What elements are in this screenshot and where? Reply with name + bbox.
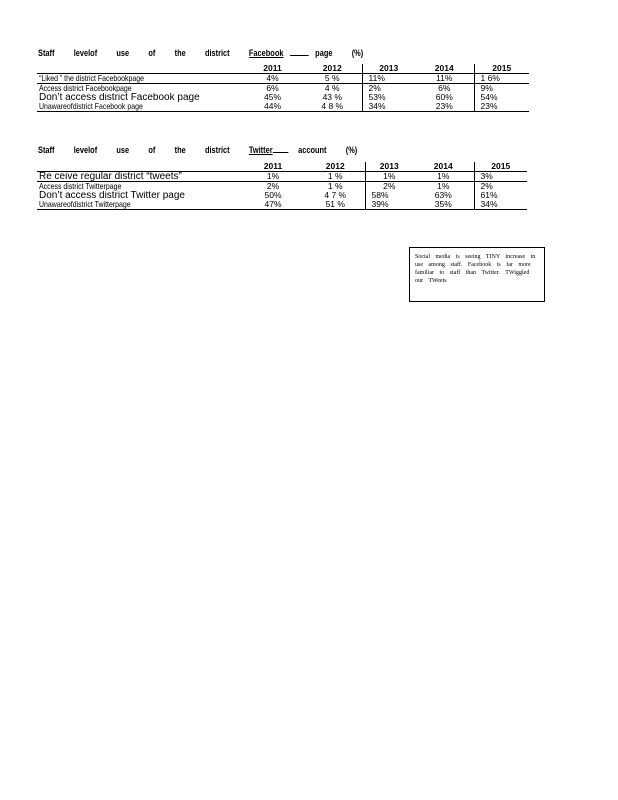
row-label: Don’t access district Twitter page <box>39 191 185 200</box>
cell-value: 11% <box>362 74 415 84</box>
title-word: Staff <box>38 145 55 156</box>
year-header: 2011 <box>263 162 283 171</box>
title-underline-rule <box>290 55 309 56</box>
cell-value: 34% <box>362 102 415 112</box>
table-row <box>37 93 529 102</box>
year-header: 2011 <box>263 64 282 73</box>
cell-value: 1% <box>266 171 280 181</box>
table-row <box>37 102 529 112</box>
cell-value: 2% <box>365 182 413 192</box>
note-box <box>409 247 545 302</box>
title-word: the <box>174 145 186 156</box>
cell-value: 39% <box>365 200 413 210</box>
year-header: 2015 <box>474 162 527 172</box>
cell-value: 1% <box>437 171 450 181</box>
facebook-table <box>37 64 529 112</box>
cell-value: 34% <box>474 200 527 210</box>
cell-value: 4 8 % <box>321 102 344 111</box>
cell-value: 58% <box>365 191 413 200</box>
cell-value: 4 7 % <box>324 191 347 200</box>
title-word: levelof <box>73 145 98 156</box>
cell-value: 6% <box>266 83 279 93</box>
cell-value: 1 6% <box>474 74 529 84</box>
title-word: account <box>298 145 327 156</box>
title-word: of <box>148 145 156 156</box>
table-row <box>37 172 527 182</box>
cell-value: 2% <box>362 84 415 94</box>
table-row <box>37 84 529 94</box>
row-label: Unawareofdistrict Twitterpage <box>39 200 131 209</box>
title-word: Staff <box>38 48 55 59</box>
cell-value: 23% <box>435 102 453 111</box>
row-label: “Liked ” the district Facebookpage <box>39 73 144 83</box>
cell-value: 47% <box>264 200 282 209</box>
cell-value: 9% <box>474 84 529 94</box>
cell-value: 51 % <box>325 200 345 209</box>
cell-value: 50% <box>264 191 282 200</box>
cell-value: 5 % <box>324 73 340 83</box>
row-label: Unawareofdistrict Facebook page <box>39 102 143 111</box>
title-word: district <box>204 48 230 59</box>
cell-value: 45% <box>263 93 281 102</box>
title-word: page <box>315 48 333 59</box>
table-row <box>37 74 529 84</box>
cell-value: 1% <box>437 181 450 191</box>
cell-value: 23% <box>474 102 529 112</box>
twitter-table <box>37 162 527 210</box>
title-word: levelof <box>73 48 98 59</box>
title-word: (%) <box>351 48 364 59</box>
cell-value: 53% <box>362 93 415 102</box>
cell-value: 63% <box>434 191 452 200</box>
table-row <box>37 191 527 200</box>
row-label: Access district Facebookpage <box>39 83 132 93</box>
cell-value: 11% <box>436 73 453 83</box>
title-word: of <box>148 48 156 59</box>
title-word: use <box>116 145 130 156</box>
year-header: 2013 <box>362 64 415 74</box>
cell-value: 1 % <box>327 171 343 181</box>
year-header: 2015 <box>474 64 529 74</box>
year-header: 2014 <box>434 64 454 73</box>
cell-value: 2% <box>474 182 527 192</box>
cell-value: 6% <box>438 83 451 93</box>
table-header-row <box>37 64 529 74</box>
year-header: 2014 <box>433 162 453 171</box>
cell-value: 2% <box>266 181 280 191</box>
cell-value: 4% <box>266 73 279 83</box>
cell-value: 44% <box>263 102 281 111</box>
title-word: (%) <box>345 145 358 156</box>
row-label: Don’t access district Facebook page <box>39 93 200 102</box>
title-underlined-word: Twitter <box>248 145 273 156</box>
table-row <box>37 182 527 192</box>
table-header-row <box>37 162 527 172</box>
cell-value: 61% <box>474 191 527 200</box>
row-label: Re ceive regular district “tweets” <box>39 171 182 182</box>
cell-value: 4 % <box>324 83 340 93</box>
cell-value: 1 % <box>327 181 343 191</box>
title-underline-rule <box>273 152 289 153</box>
twitter-section-title <box>38 145 374 157</box>
year-header: 2013 <box>365 162 413 172</box>
cell-value: 60% <box>435 93 453 102</box>
facebook-section-title <box>38 48 380 60</box>
cell-value: 43 % <box>322 93 342 102</box>
table-row <box>37 200 527 210</box>
title-word: district <box>204 145 230 156</box>
title-word: use <box>116 48 130 59</box>
cell-value: 35% <box>434 200 452 209</box>
title-underlined-word: Facebook <box>248 48 284 59</box>
row-label: Access district Twitterpage <box>39 181 122 191</box>
note-text: Social media is seeing TINY increase in use among staff. Facebook is far more familiar to staff than Twitter. TWiggled our TWeets <box>415 254 536 284</box>
cell-value: 54% <box>474 93 529 102</box>
cell-value: 1% <box>365 172 413 182</box>
cell-value: 3% <box>474 172 527 182</box>
year-header: 2012 <box>322 64 342 73</box>
title-word: the <box>174 48 186 59</box>
year-header: 2012 <box>325 162 345 171</box>
